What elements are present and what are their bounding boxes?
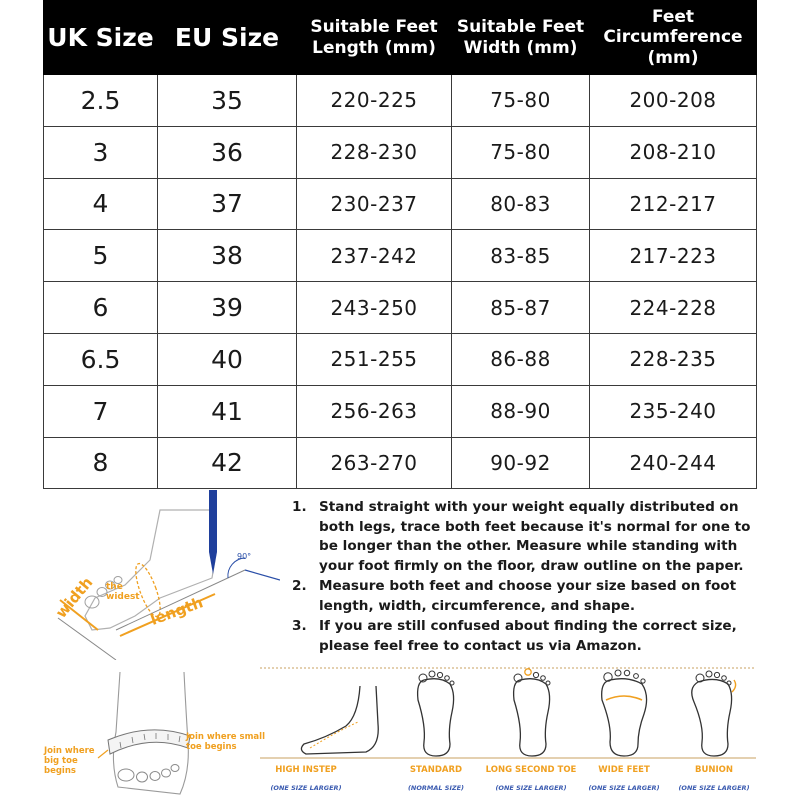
instruction-text: Stand straight with your weight equally distributed on both legs, trace both feet because it's normal for one to be longer than the other. Measure while standing with your foot firmly on the floor, draw outline on the paper. xyxy=(319,499,751,574)
width-cell: 90-92 xyxy=(452,437,590,489)
circumference-cell: 208-210 xyxy=(590,126,757,178)
width-cell: 83-85 xyxy=(452,230,590,282)
header-uk-size: UK Size xyxy=(44,1,158,75)
table-row xyxy=(44,437,757,489)
foot-measure-icon xyxy=(40,490,280,660)
length-cell: 263-270 xyxy=(297,437,452,489)
foot-types-section xyxy=(256,664,760,800)
length-cell: 237-242 xyxy=(297,230,452,282)
circumference-cell: 217-223 xyxy=(590,230,757,282)
uk-size-cell: 4 xyxy=(44,178,158,230)
instruction-text: If you are still confused about finding the correct size, please feel free to contact us via Amazon. xyxy=(319,618,737,654)
width-cell: 75-80 xyxy=(452,126,590,178)
eu-size-cell: 37 xyxy=(158,178,297,230)
table-row xyxy=(44,126,757,178)
foot-type-name: WIDE FEET xyxy=(598,765,650,775)
instruction-number: 2. xyxy=(292,578,307,594)
uk-size-cell: 2.5 xyxy=(44,75,158,127)
pencil-icon xyxy=(206,490,220,576)
foot-type-name: LONG SECOND TOE xyxy=(485,765,577,775)
instruction-number: 1. xyxy=(292,499,307,515)
uk-size-cell: 5 xyxy=(44,230,158,282)
eu-size-cell: 41 xyxy=(158,385,297,437)
join-small-toe-label: Join where small toe begins xyxy=(186,732,265,752)
length-label: length xyxy=(148,593,206,629)
eu-size-cell: 40 xyxy=(158,333,297,385)
width-cell: 75-80 xyxy=(452,75,590,127)
uk-size-cell: 7 xyxy=(44,385,158,437)
width-label: width xyxy=(52,573,97,622)
header-feet-width: Suitable Feet Width (mm) xyxy=(452,1,590,75)
header-feet-circumference: Feet Circumference (mm) xyxy=(590,1,757,75)
high-instep-foot-icon xyxy=(296,686,396,758)
width-cell: 88-90 xyxy=(452,385,590,437)
wide-feet-icon xyxy=(596,668,652,758)
eu-size-cell: 42 xyxy=(158,437,297,489)
foot-type-note: (ONE SIZE LARGER) xyxy=(678,784,750,792)
join-big-toe-label: Join where big toe begins xyxy=(44,746,95,776)
eu-size-cell: 35 xyxy=(158,75,297,127)
length-cell: 220-225 xyxy=(297,75,452,127)
foot-circumference-icon xyxy=(60,662,260,800)
width-cell: 80-83 xyxy=(452,178,590,230)
foot-type-note: (ONE SIZE LARGER) xyxy=(270,784,342,792)
eu-size-cell: 39 xyxy=(158,282,297,334)
uk-size-cell: 6.5 xyxy=(44,333,158,385)
foot-type-name: BUNION xyxy=(695,765,733,775)
table-row xyxy=(44,75,757,127)
length-cell: 251-255 xyxy=(297,333,452,385)
circumference-cell: 228-235 xyxy=(590,333,757,385)
widest-label: the widest xyxy=(106,582,140,602)
instruction-item xyxy=(292,498,762,576)
foot-type-note: (ONE SIZE LARGER) xyxy=(495,784,567,792)
width-cell: 86-88 xyxy=(452,333,590,385)
size-chart-table xyxy=(43,0,757,489)
instruction-number: 3. xyxy=(292,618,307,634)
eu-size-cell: 36 xyxy=(158,126,297,178)
table-row xyxy=(44,385,757,437)
circumference-cell: 240-244 xyxy=(590,437,757,489)
foot-type-note: (NORMAL SIZE) xyxy=(407,784,465,792)
uk-size-cell: 3 xyxy=(44,126,158,178)
table-row xyxy=(44,333,757,385)
uk-size-cell: 6 xyxy=(44,282,158,334)
table-header-row xyxy=(44,1,757,75)
circumference-cell: 235-240 xyxy=(590,385,757,437)
foot-type-note: (ONE SIZE LARGER) xyxy=(588,784,660,792)
length-cell: 256-263 xyxy=(297,385,452,437)
width-cell: 85-87 xyxy=(452,282,590,334)
foot-type-name: HIGH INSTEP xyxy=(275,765,337,775)
length-cell: 230-237 xyxy=(297,178,452,230)
foot-type-name: STANDARD xyxy=(409,765,463,775)
uk-size-cell: 8 xyxy=(44,437,158,489)
measurement-instructions xyxy=(292,498,762,657)
table-row xyxy=(44,178,757,230)
standard-foot-icon xyxy=(410,670,460,758)
eu-size-cell: 38 xyxy=(158,230,297,282)
long-second-toe-foot-icon xyxy=(506,668,556,758)
header-eu-size: EU Size xyxy=(158,1,297,75)
circumference-cell: 224-228 xyxy=(590,282,757,334)
circumference-cell: 212-217 xyxy=(590,178,757,230)
length-cell: 243-250 xyxy=(297,282,452,334)
table-row xyxy=(44,282,757,334)
instruction-item xyxy=(292,577,762,616)
length-cell: 228-230 xyxy=(297,126,452,178)
instruction-item xyxy=(292,617,762,656)
bunion-foot-icon xyxy=(686,668,742,758)
angle-label: 90° xyxy=(237,552,252,561)
circumference-cell: 200-208 xyxy=(590,75,757,127)
instruction-text: Measure both feet and choose your size based on foot length, width, circumference, and shape. xyxy=(319,578,737,614)
header-feet-length: Suitable Feet Length (mm) xyxy=(297,1,452,75)
table-row xyxy=(44,230,757,282)
